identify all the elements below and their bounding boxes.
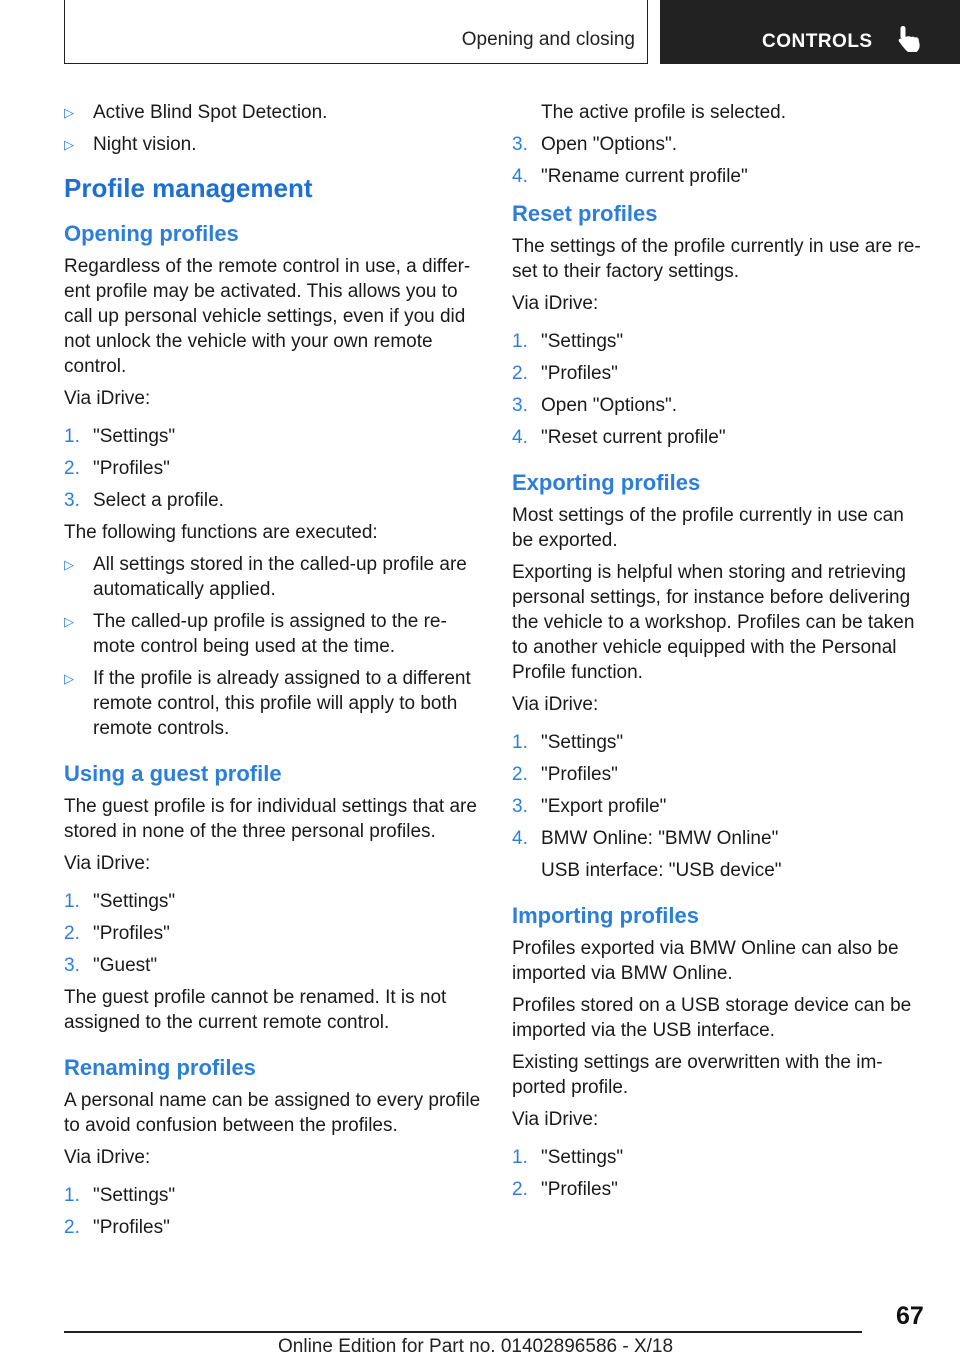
list-number: 2. <box>512 363 528 384</box>
list-item-continuation: The active profile is selected. <box>541 102 787 123</box>
list-item <box>64 456 482 481</box>
list-number: 2. <box>64 1217 80 1238</box>
bullet-triangle-icon: ▷ <box>64 137 74 152</box>
list-item <box>64 1215 482 1240</box>
list-item <box>512 329 926 354</box>
list-item <box>512 826 926 851</box>
bullet-triangle-icon: ▷ <box>64 614 74 629</box>
list-number: 4. <box>512 166 528 187</box>
heading-profile-management: Profile management <box>64 173 313 203</box>
list-number: 1. <box>64 426 80 447</box>
list-number: 3. <box>512 134 528 155</box>
list-number: 1. <box>512 1147 528 1168</box>
list-number: 1. <box>512 331 528 352</box>
paragraph: A personal name can be assigned to every profile to avoid confusion between the profiles. <box>64 1090 481 1136</box>
list-number: 3. <box>64 955 80 976</box>
list-number: 2. <box>64 923 80 944</box>
heading-renaming-profiles: Renaming profiles <box>64 1055 256 1080</box>
heading-reset-profiles: Reset profiles <box>512 201 658 226</box>
list-item <box>512 393 926 418</box>
list-item-text: Open "Options". <box>541 395 678 416</box>
list-number: 2. <box>512 764 528 785</box>
list-item <box>64 953 482 978</box>
list-item-text: "Profiles" <box>93 1217 170 1238</box>
bullet-triangle-icon: ▷ <box>64 671 74 686</box>
list-item <box>64 552 482 602</box>
list-item-text: "Profiles" <box>93 458 170 479</box>
list-item <box>512 762 926 787</box>
list-item <box>64 1183 482 1208</box>
list-number: 3. <box>512 395 528 416</box>
list-item-text: BMW Online: "BMW Online" <box>541 828 779 849</box>
list-item-text: "Rename current profile" <box>541 166 748 187</box>
via-idrive-label: Via iDrive: <box>512 293 599 314</box>
list-item-text: All settings stored in the called-up profile are automatically applied. <box>93 554 467 600</box>
header-section-title: Opening and closing <box>461 29 635 50</box>
list-item <box>64 889 482 914</box>
list-item-text: "Export profile" <box>541 796 667 817</box>
list-item-text: "Guest" <box>93 955 158 976</box>
bullet-triangle-icon: ▷ <box>64 557 74 572</box>
list-number: 2. <box>512 1179 528 1200</box>
list-item <box>512 164 926 189</box>
list-number: 3. <box>512 796 528 817</box>
list-item-text: "Settings" <box>93 1185 176 1206</box>
paragraph: The settings of the profile currently in use are re‐set to their factory settings. <box>512 236 921 282</box>
list-item-text: "Settings" <box>93 426 176 447</box>
heading-guest-profile: Using a guest profile <box>64 761 282 786</box>
paragraph: Most settings of the profile currently in use can be exported. <box>512 505 904 551</box>
list-item-text: "Profiles" <box>93 923 170 944</box>
list-item-text: "Settings" <box>541 732 624 753</box>
via-idrive-label: Via iDrive: <box>512 694 599 715</box>
list-item <box>64 921 482 946</box>
list-item-text: Night vision. <box>93 134 197 155</box>
header-section-box <box>64 0 648 64</box>
heading-importing-profiles: Importing profiles <box>512 903 699 928</box>
heading-opening-profiles: Opening profiles <box>64 221 239 246</box>
list-item <box>512 730 926 755</box>
header-chapter-title: CONTROLS <box>762 31 873 52</box>
via-idrive-label: Via iDrive: <box>64 1147 151 1168</box>
list-item-text: "Settings" <box>541 331 624 352</box>
list-item <box>512 132 926 157</box>
list-item-text: "Reset current profile" <box>541 427 726 448</box>
list-item-text: "Settings" <box>541 1147 624 1168</box>
list-item-text: Open "Options". <box>541 134 678 155</box>
list-item-text: "Profiles" <box>541 363 618 384</box>
via-idrive-label: Via iDrive: <box>512 1109 599 1130</box>
list-item-text: The called-up profile is assigned to the re‐mote control being used at the time. <box>93 611 447 657</box>
list-item-text: "Profiles" <box>541 764 618 785</box>
list-item <box>64 424 482 449</box>
list-number: 4. <box>512 828 528 849</box>
list-item <box>512 794 926 819</box>
list-item-text: Active Blind Spot Detection. <box>93 102 328 123</box>
list-number: 4. <box>512 427 528 448</box>
paragraph: Existing settings are overwritten with the im‐ported profile. <box>512 1052 883 1098</box>
list-item <box>512 1177 926 1202</box>
list-number: 2. <box>64 458 80 479</box>
header-chapter-box <box>660 0 960 64</box>
list-item <box>64 666 482 741</box>
bullet-triangle-icon: ▷ <box>64 105 74 120</box>
list-number: 1. <box>64 1185 80 1206</box>
list-item-text: Select a profile. <box>93 490 224 511</box>
list-item-text: If the profile is already assigned to a different remote control, this profile will apply to both remote controls. <box>93 668 471 739</box>
list-number: 3. <box>64 490 80 511</box>
via-idrive-label: Via iDrive: <box>64 388 151 409</box>
list-item-continuation: USB interface: "USB device" <box>541 860 782 881</box>
list-item <box>64 488 482 513</box>
list-item <box>512 361 926 386</box>
pointing-hand-icon <box>896 24 922 54</box>
list-item-text: "Profiles" <box>541 1179 618 1200</box>
paragraph: Profiles stored on a USB storage device can be imported via the USB interface. <box>512 995 912 1041</box>
via-idrive-label: Via iDrive: <box>64 853 151 874</box>
list-item <box>64 132 482 157</box>
paragraph: The guest profile is for individual settings that are stored in none of the three personal profiles. <box>64 796 477 842</box>
left-column <box>64 100 482 1247</box>
footer-edition: Online Edition for Part no. 01402896586 - X/18 <box>278 1336 674 1357</box>
list-number: 1. <box>512 732 528 753</box>
page-number: 67 <box>896 1302 924 1330</box>
footer-divider <box>64 1331 862 1333</box>
right-column <box>512 100 926 1209</box>
paragraph: The following functions are executed: <box>64 522 378 543</box>
list-item <box>64 609 482 659</box>
paragraph: The guest profile cannot be renamed. It is not assigned to the current remote control. <box>64 987 447 1033</box>
paragraph: Regardless of the remote control in use, a differ‐ent profile may be activated. This allows you to call up personal vehicle settings, even if you did not unlock the vehicle with your own remote control. <box>64 256 471 377</box>
list-item-text: "Settings" <box>93 891 176 912</box>
list-number: 1. <box>64 891 80 912</box>
list-item <box>64 100 482 125</box>
paragraph: Profiles exported via BMW Online can also be imported via BMW Online. <box>512 938 899 984</box>
paragraph: Exporting is helpful when storing and retrieving personal settings, for instance before delivering the vehicle to a workshop. Profiles can be taken to another vehicle equipped with the Personal Profile function. <box>512 562 915 683</box>
list-item <box>512 1145 926 1170</box>
heading-exporting-profiles: Exporting profiles <box>512 470 701 495</box>
list-item <box>512 425 926 450</box>
